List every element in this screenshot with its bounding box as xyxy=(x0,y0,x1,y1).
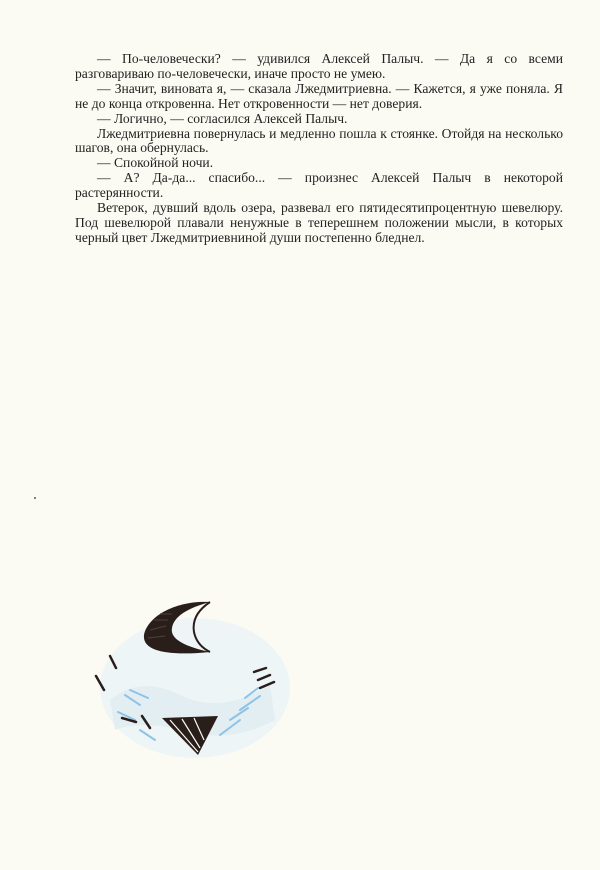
paragraph: Лжедмитриевна повернулась и медленно пошла к стоянке. Отойдя на несколько шагов, она обернулась. xyxy=(75,125,563,156)
paragraph: — Значит, виновата я, — сказала Лжедмитриевна. — Кажется, я уже поняла. Я не до конца откровенна. Нет откровенности — нет доверия. xyxy=(75,80,563,111)
paragraph: — По-человечески? — удивился Алексей Палыч. — Да я со всеми разговариваю по-человечески, иначе просто не умею. xyxy=(75,51,563,81)
paragraph: — Логично, — согласился Алексей Палыч. xyxy=(97,110,348,126)
paragraph: Ветерок, дувший вдоль озера, развевал его пятидесятипроцентную шевелюру. Под шевелюрой плавали ненужные в теперешнем положении мысли, в которых черный цвет Лжедмитриевниной души постепенно бледнел. xyxy=(75,200,563,245)
text-block xyxy=(75,52,563,246)
paragraph: — А? Да-да... спасибо... — произнес Алексей Палыч в некоторой растерянности. xyxy=(75,170,563,201)
ink-speck xyxy=(34,497,36,499)
paragraph: — Спокойной ночи. xyxy=(97,155,214,171)
eye-sketch-illustration xyxy=(70,580,320,780)
